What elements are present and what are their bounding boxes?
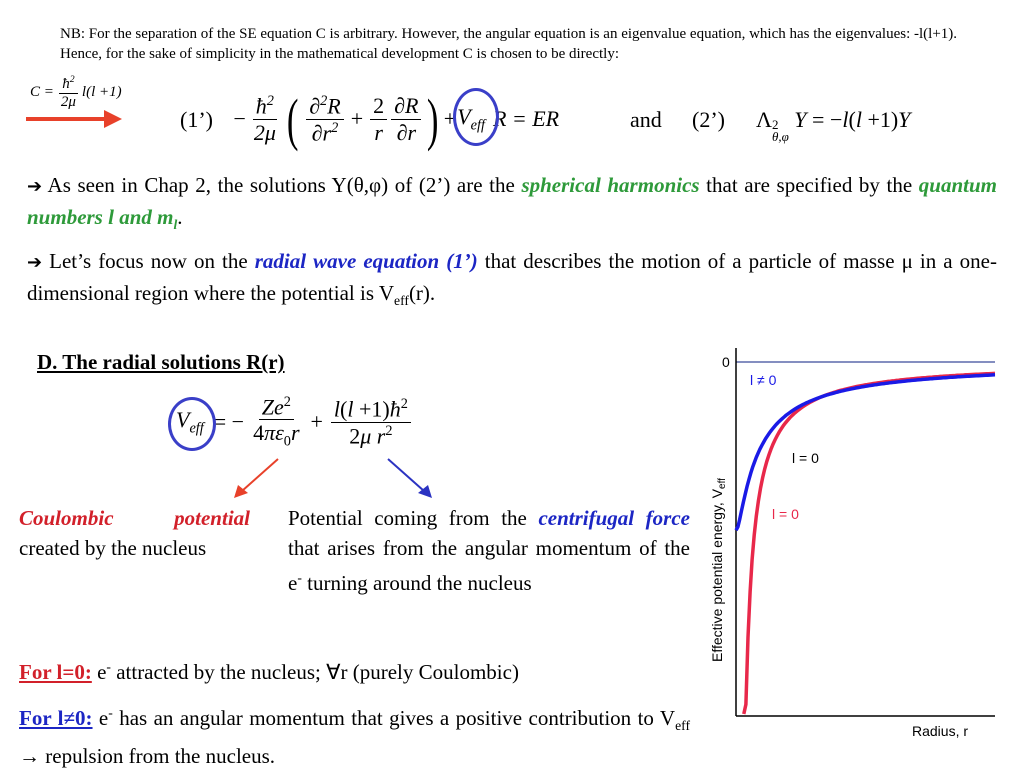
nb-note: NB: For the separation of the SE equation C is arbitrary. However, the angular equation is an eigenvalue equation, which has the eigenvalues: -l(l+1). Hence, for the sake of simplicity in the mathematical development C is chosen to be directly: [60,26,958,62]
y-axis-label: Effective potential energy, $V_{eff}$ [709,478,728,662]
effective-potential-chart [700,340,1020,750]
l-nonzero-label: For l≠0: [19,706,93,730]
paragraph-spherical-harmonics: ➔ As seen in Chap 2, the solutions Y(θ,φ) of (2’) are the spherical harmonics that are specified by the quantum numbers l and $m_l$. [27,173,998,233]
eq1-open-paren: ( [286,86,299,152]
c-den: 2μ [60,94,76,111]
equation-2: Λ 2 θ,φ Y = −l(l +1)Y [756,107,911,144]
radial-wave-equation-term: radial wave equation (1’) [254,249,478,273]
eq1-minus: − [232,106,247,131]
c-rest: l(l +1) [81,84,122,101]
eq2-label: (2’) [692,107,725,132]
eq1-close-paren: ) [427,86,439,152]
veff-highlight-circle [453,88,499,146]
arrow-icon: ➔ [27,252,43,273]
coulombic-description: Coulombic potential created by the nucleus [19,506,250,560]
and-label: and [630,107,662,132]
section-heading: D. The radial solutions R(r) [37,350,285,374]
veff-lhs-circle [168,397,216,451]
centrifugal-arrow-icon [384,455,439,500]
c-arrow-icon [24,108,124,130]
eq1-d2r-fraction: $\frac{\partial^2R}{\partial r^2}$ [306,93,343,145]
eq1-2r-fraction: $\frac{2}{r}$ [370,93,387,145]
legend-label-l-zero-red: l = 0 [772,506,799,522]
centrifugal-force-term: centrifugal force [538,506,690,530]
l-zero-label: For l=0: [19,660,92,684]
quantum-numbers-term: quantum numbers l and $m_l$ [27,173,998,233]
l-zero-statement: For l=0: e- attracted by the nucleus; ∀r (purely Coulombic) [19,659,519,684]
veff-equation: $V_{eff}$ = − $\frac{Ze^2}{4\pi\varepsilon_0r}$ + $\frac{l(l +1)ħ^2}{2\mu r^2}$ [176,392,411,452]
legend-label-l-nonzero: l ≠ 0 [750,372,777,388]
eq1-hbar-fraction: $\frac{ħ^2}{2\mu}$ [253,93,276,145]
legend-label-l-zero-black: l = 0 [792,450,819,466]
paragraph-radial-equation: ➔ Let’s focus now on the radial wave equation (1’) that describes the motion of a particle of masse μ in a one-dimensional region where the potential is $V_{eff}(r)$. [27,249,997,309]
x-axis-label: Radius, r [912,723,969,739]
eq1-rhs: R = ER [492,106,560,131]
c-fraction [58,74,79,112]
c-lhs: C = [30,84,54,101]
veff-lhs: $V_{eff}$ [176,406,204,437]
c-equation [30,74,122,112]
centrifugal-description: Potential coming from the centrifugal force that arises from the angular momentum of the e- turning around the nucleus [288,506,690,595]
eq1-veff: $V_{eff}$ [457,103,485,134]
coulomb-term: $\frac{Ze^2}{4\pi\varepsilon_0r}$ [253,393,300,450]
spherical-harmonics-term: spherical harmonics [521,173,700,197]
eq1-dr-fraction: $\frac{\partial R}{\partial r}$ [391,93,421,145]
y-tick-zero: 0 [722,354,730,370]
coulomb-arrow-icon [228,455,283,500]
c-num: $ħ^2$ [59,74,77,94]
arrow-icon: ➔ [27,176,43,197]
eq1-label: (1’) [180,107,213,132]
series-line-l-zero [744,373,995,714]
equation-1: − $\frac{ħ^2}{2\mu}$ ( $\frac{\partial^2R}{\partial r^2}$ + $\frac{2}{r}$ $\frac{\partial R}{\partial r}$ ) + $V_{eff}$ R = ER [232,86,560,152]
l-nonzero-statement: For l≠0: e- has an angular momentum that gives a positive contribution to $V_{eff}$ → repulsion from the nucleus. [19,705,690,769]
centrifugal-term: $\frac{l(l +1)ħ^2}{2\mu r^2}$ [331,396,411,448]
coulombic-potential-term: Coulombic potential [19,506,250,530]
